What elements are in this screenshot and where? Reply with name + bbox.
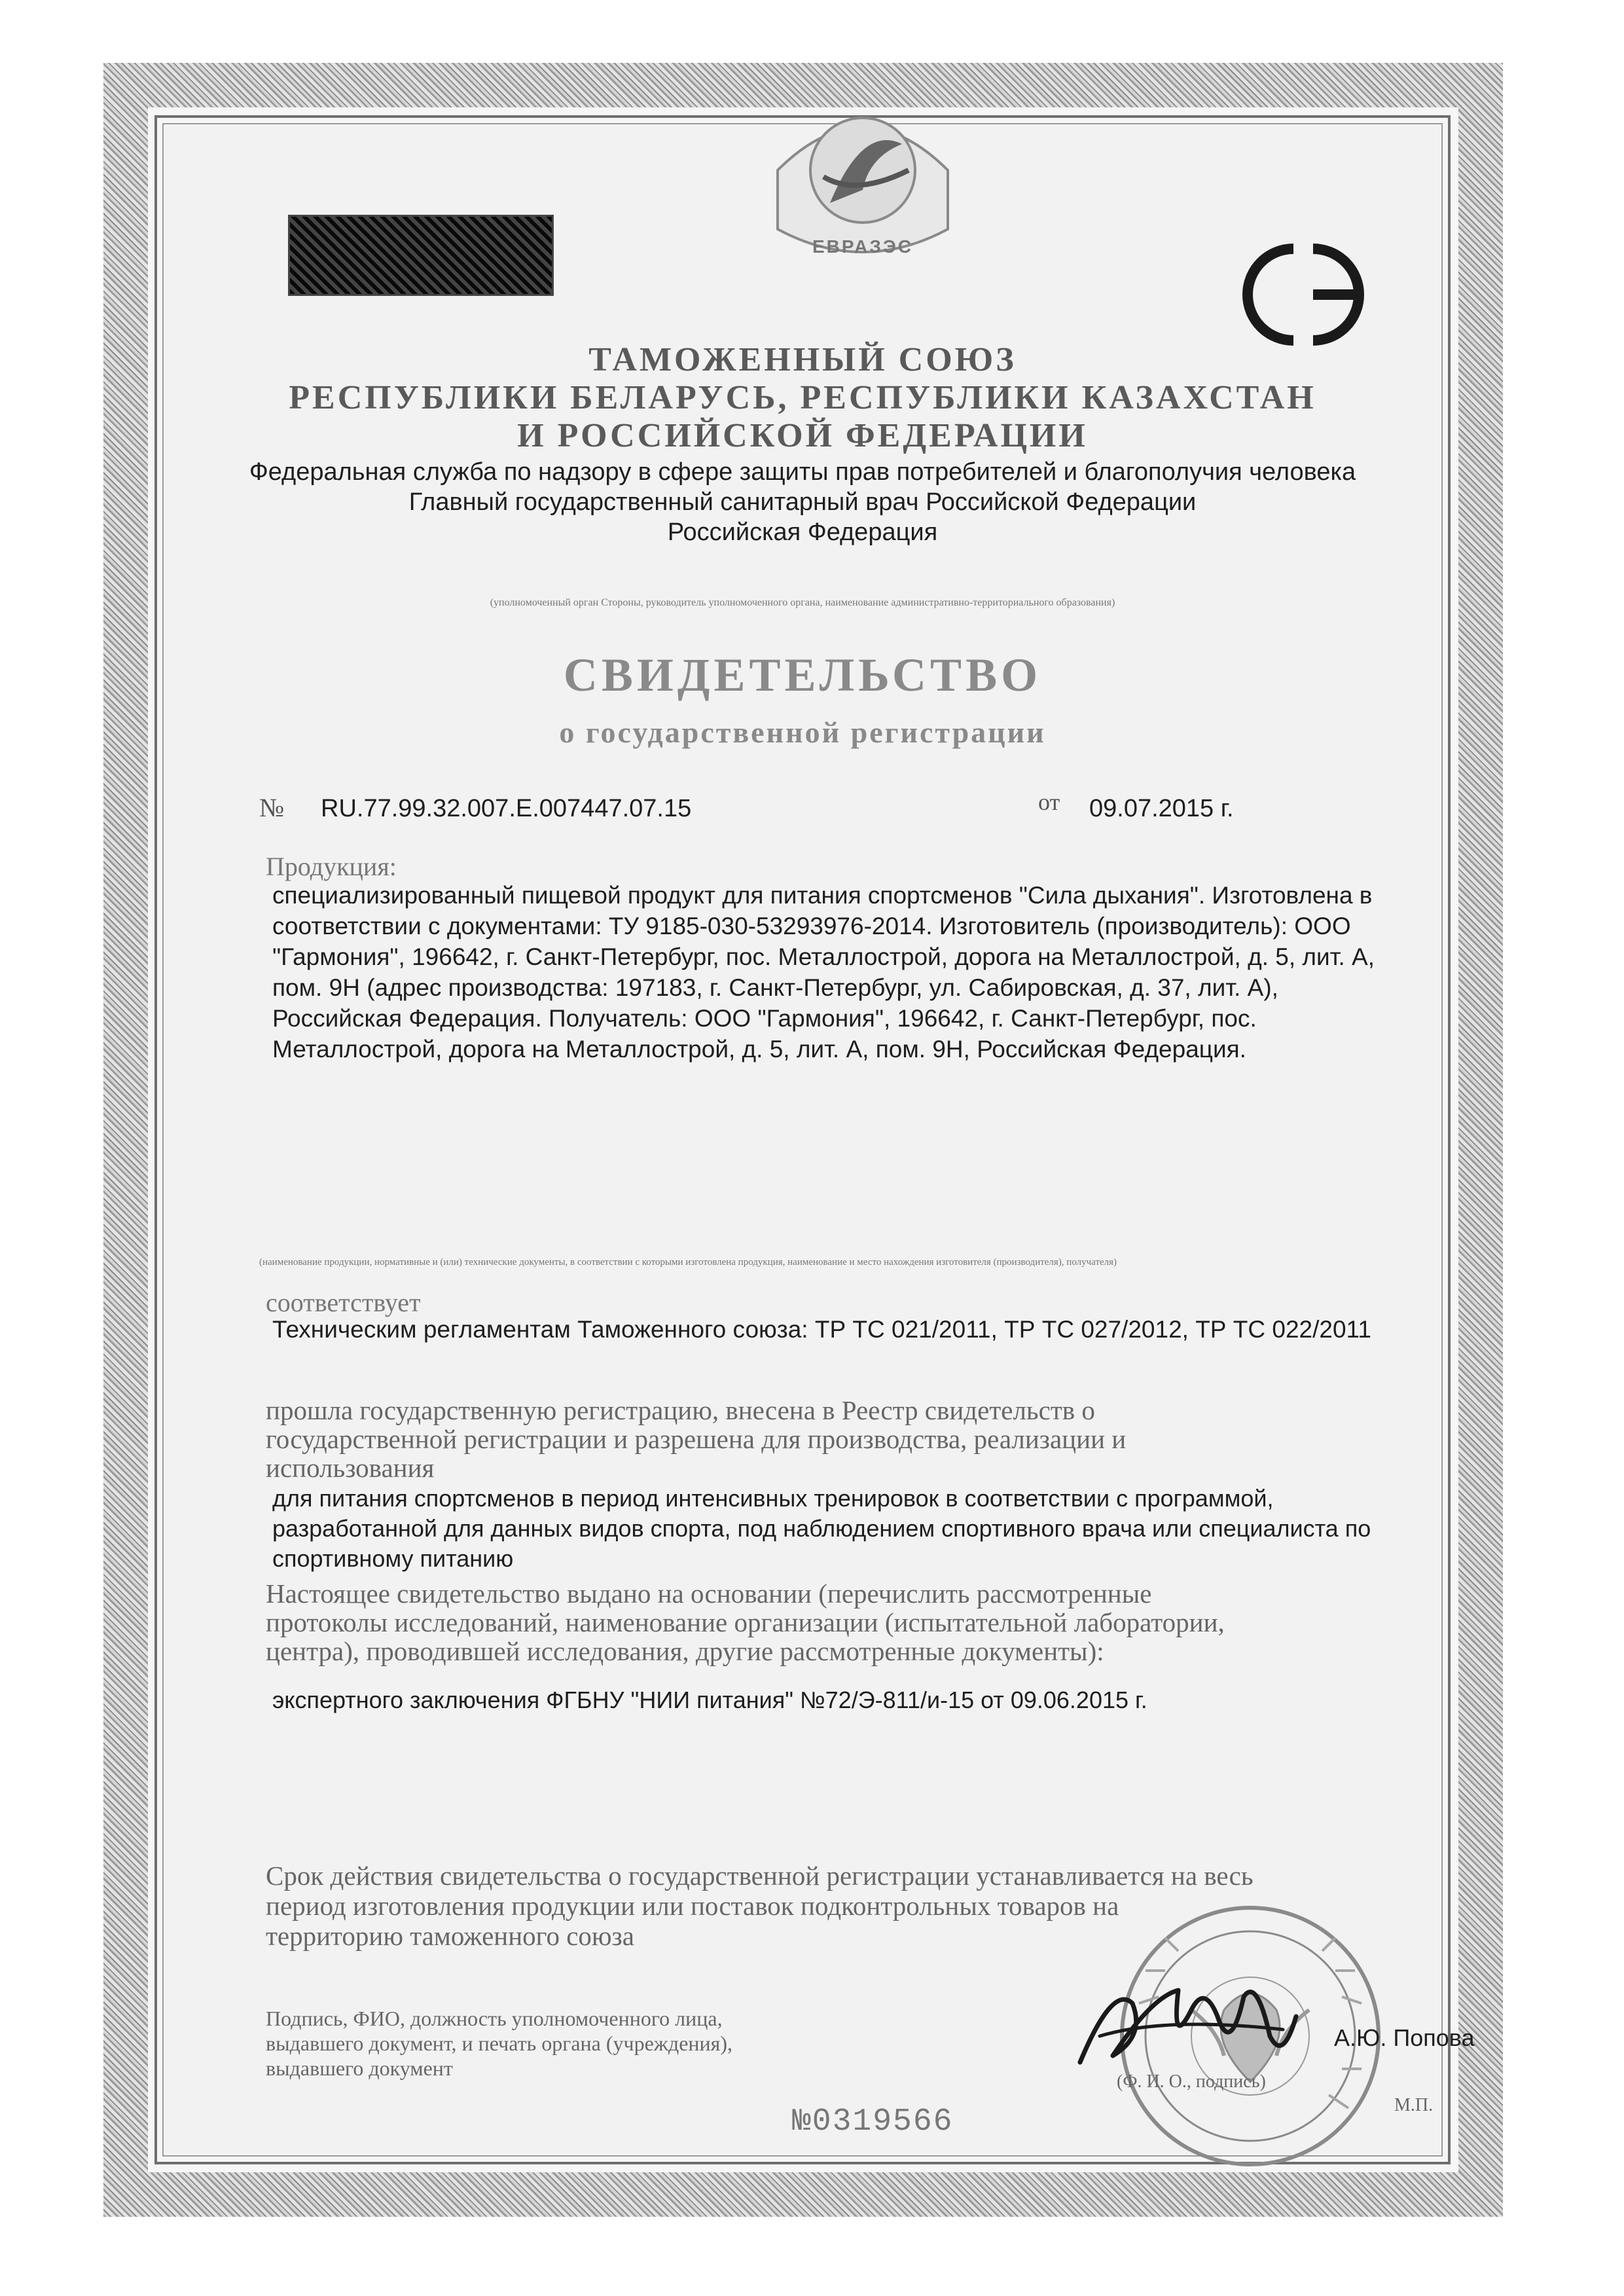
emblem-label: ЕВРАЗЭС bbox=[812, 236, 914, 257]
product-line: Металлострой, дорога на Металлострой, д. 5, лит. А, пом. 9Н, Российская Федерация. bbox=[272, 1036, 1246, 1063]
signature-caption bbox=[266, 2006, 732, 2081]
usage-line: спортивному питанию bbox=[272, 1545, 514, 1572]
product-description bbox=[272, 880, 1375, 1065]
certificate-subtitle: о государственной регистрации bbox=[559, 716, 1046, 749]
union-title-line1: ТАМОЖЕННЫЙ СОЮЗ bbox=[588, 341, 1017, 378]
validity-statement bbox=[266, 1861, 1254, 1951]
conforms-label: соответствует bbox=[266, 1288, 421, 1317]
conforms-text: Техническим регламентам Таможенного союза: ТР ТС 021/2011, ТР ТС 027/2012, ТР ТС 022/2011 bbox=[272, 1316, 1371, 1343]
registered-statement bbox=[266, 1396, 1483, 1482]
reg-date: 09.07.2015 г. bbox=[1089, 795, 1234, 822]
agency-line3: Российская Федерация bbox=[667, 519, 938, 546]
reg-date-label: от bbox=[1038, 789, 1060, 815]
product-line: соответствии с документами: ТУ 9185-030-53293976-2014. Изготовитель (производитель): ООО bbox=[272, 913, 1351, 939]
signature-caption-line: выдавшего документ, и печать органа (учреждения), bbox=[266, 2032, 733, 2055]
fio-caption: (Ф. И. О., подпись) bbox=[1117, 2071, 1266, 2092]
validity-line: период изготовления продукции или поставок подконтрольных товаров на bbox=[266, 1891, 1119, 1921]
basis-line: протоколы исследований, наименование организации (испытательной лаборатории, bbox=[266, 1607, 1225, 1637]
certificate-title: СВИДЕТЕЛЬСТВО bbox=[563, 649, 1042, 701]
eurasian-conformity-mark-icon bbox=[1228, 236, 1379, 354]
serial-number: №0319566 bbox=[792, 2104, 954, 2140]
product-line: "Гармония", 196642, г. Санкт-Петербург, пос. Металлострой, дорога на Металлострой, д. 5, лит. А, bbox=[272, 943, 1375, 970]
product-line: пом. 9Н (адрес производства: 197183, г. Санкт-Петербург, ул. Сабировская, д. 37, лит. А), bbox=[272, 974, 1278, 1001]
usage-line: для питания спортсменов в период интенсивных тренировок в соответствии с программой, bbox=[272, 1485, 1274, 1512]
agency-line1: Федеральная служба по надзору в сфере защиты прав потребителей и благополучия человека bbox=[249, 458, 1356, 486]
registered-line: использования bbox=[266, 1453, 435, 1483]
registered-line: государственной регистрации и разрешена для производства, реализации и bbox=[266, 1424, 1127, 1454]
signature-caption-line: выдавшего документ bbox=[266, 2056, 453, 2080]
validity-line: территорию таможенного союза bbox=[266, 1921, 634, 1951]
product-label: Продукция: bbox=[266, 852, 397, 881]
product-line: Российская Федерация. Получатель: ООО "Гармония", 196642, г. Санкт-Петербург, пос. bbox=[272, 1005, 1257, 1032]
union-title-line2: РЕСПУБЛИКИ БЕЛАРУСЬ, РЕСПУБЛИКИ КАЗАХСТАН bbox=[289, 379, 1316, 416]
agency-line2: Главный государственный санитарный врач Российской Федерации bbox=[408, 488, 1197, 516]
reg-number: RU.77.99.32.007.Е.007447.07.15 bbox=[321, 795, 692, 822]
basis-statement bbox=[266, 1579, 1225, 1666]
signatory-name: А.Ю. Попова bbox=[1334, 2024, 1475, 2051]
security-pattern-icon bbox=[288, 215, 554, 296]
union-title-line3: И РОССИЙСКОЙ ФЕДЕРАЦИИ bbox=[517, 417, 1088, 454]
validity-line: Срок действия свидетельства о государственной регистрации устанавливается на весь bbox=[266, 1861, 1254, 1891]
mp-label: М.П. bbox=[1394, 2095, 1434, 2115]
agency-caption: (уполномоченный орган Стороны, руководитель уполномоченного органа, наименование административно-территориального образования) bbox=[490, 597, 1115, 608]
signature-caption-line: Подпись, ФИО, должность уполномоченного лица, bbox=[266, 2007, 723, 2030]
basis-line: центра), проводившей исследования, другие рассмотренные документы): bbox=[266, 1636, 1104, 1666]
eurasec-emblem-icon bbox=[765, 98, 961, 268]
handwritten-signature bbox=[1074, 1958, 1309, 2082]
product-line: специализированный пищевой продукт для питания спортсменов "Сила дыхания". Изготовлена в bbox=[272, 882, 1373, 909]
product-caption: (наименование продукции, нормативные и (или) технические документы, в соответствии с которыми изготовлена продукция, наименование и место нахождения изготовителя (производителя), получателя) bbox=[259, 1257, 1117, 1267]
usage-text bbox=[272, 1484, 1371, 1574]
registered-line: прошла государственную регистрацию, внесена в Реестр свидетельств о bbox=[266, 1395, 1095, 1425]
basis-text: экспертного заключения ФГБНУ "НИИ питания" №72/Э-811/и-15 от 09.06.2015 г. bbox=[272, 1686, 1147, 1713]
reg-number-label: № bbox=[259, 793, 285, 822]
basis-line: Настоящее свидетельство выдано на основании (перечислить рассмотренные bbox=[266, 1578, 1152, 1609]
usage-line: разработанной для данных видов спорта, под наблюдением спортивного врача или специалиста по bbox=[272, 1515, 1371, 1542]
